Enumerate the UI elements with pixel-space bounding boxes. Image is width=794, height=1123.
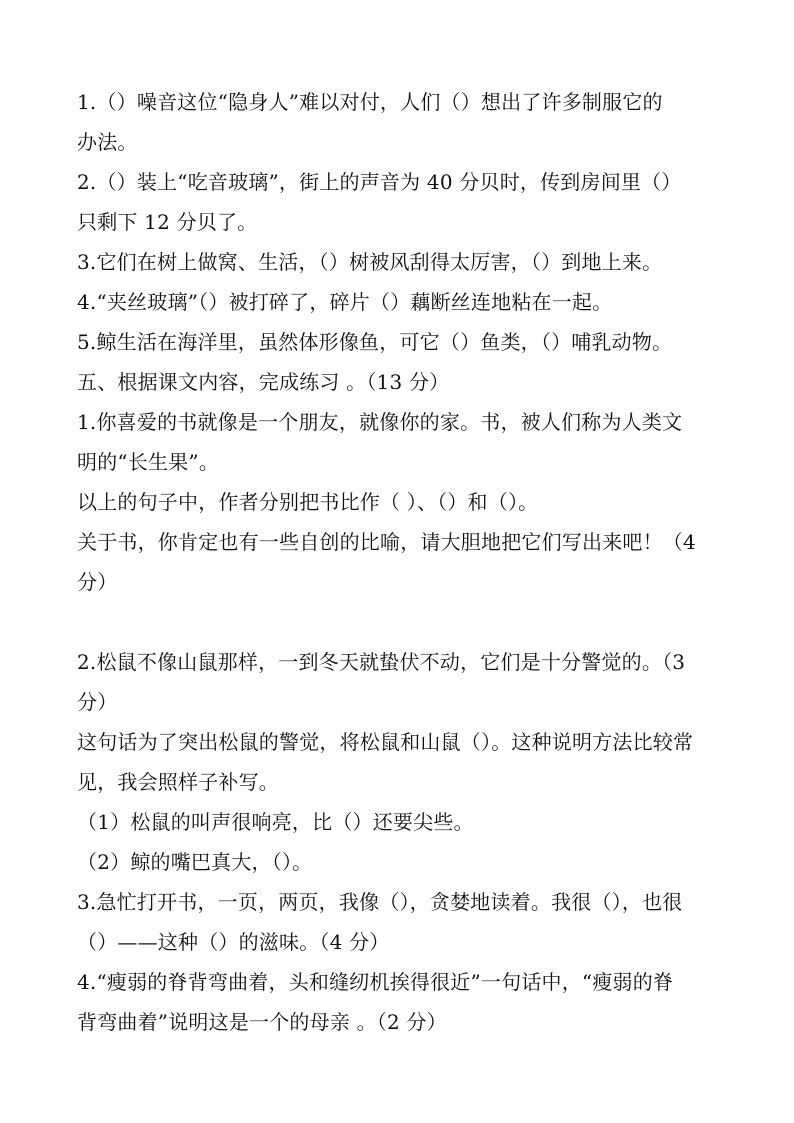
q4-line: 4.“夹丝玻璃”（）被打碎了，碎片（）藕断丝连地粘在一起。 (77, 290, 613, 314)
q5-line: 5.鲸生活在海洋里，虽然体形像鱼，可它（）鱼类，（）哺乳动物。 (77, 330, 673, 354)
s5-q2-sub1: （1）松鼠的叫声很响亮，比（）还要尖些。 (77, 810, 474, 834)
s5-q4-line2: 背弯曲着”说明这是一个的母亲 。（2 分） (77, 1010, 447, 1034)
s5-q1-line4: 关于书，你肯定也有一些自创的比喻，请大胆地把它们写出来吧！（4 (77, 530, 696, 554)
s5-q1-line5: 分） (77, 570, 118, 594)
q2-line1: 2.（）装上“吃音玻璃”，街上的声音为 40 分贝时，传到房间里（） (77, 170, 682, 194)
s5-q2-line4: 见，我会照样子补写。 (77, 770, 279, 794)
s5-q4-line1: 4.“瘦弱的脊背弯曲着，头和缝纫机挨得很近”一句话中，“瘦弱的脊 (77, 970, 674, 994)
q1-line1: 1.（）噪音这位“隐身人”难以对付，人们（）想出了许多制服它的 (77, 90, 663, 114)
s5-q2-sub2: （2）鲸的嘴巴真大，（）。 (77, 850, 313, 874)
q2-line2: 只剩下 12 分贝了。 (77, 210, 258, 234)
section-five-heading: 五、根据课文内容，完成练习 。（13 分） (77, 370, 450, 394)
s5-q3-line2: （）——这种（）的滋味。（4 分） (77, 930, 390, 954)
s5-q1-line3: 以上的句子中，作者分别把书比作（ ）、（）和（）。 (77, 490, 539, 514)
s5-q1-line2: 明的“长生果”。 (77, 450, 220, 474)
s5-q2-line3: 这句话为了突出松鼠的警觉，将松鼠和山鼠（）。这种说明方法比较常 (77, 730, 694, 754)
s5-q1-line1: 1.你喜爱的书就像是一个朋友，就像你的家。书，被人们称为人类文 (77, 410, 683, 434)
q1-line2: 办法。 (77, 130, 138, 154)
s5-q3-line1: 3.急忙打开书，一页，两页，我像（），贪婪地读着。我很（），也很 (77, 890, 683, 914)
q3-line: 3.它们在树上做窝、生活，（）树被风刮得太厉害，（）到地上来。 (77, 250, 663, 274)
s5-q2-line1: 2.松鼠不像山鼠那样，一到冬天就蛰伏不动，它们是十分警觉的。（3 (77, 650, 686, 674)
s5-q2-line2: 分） (77, 690, 118, 714)
